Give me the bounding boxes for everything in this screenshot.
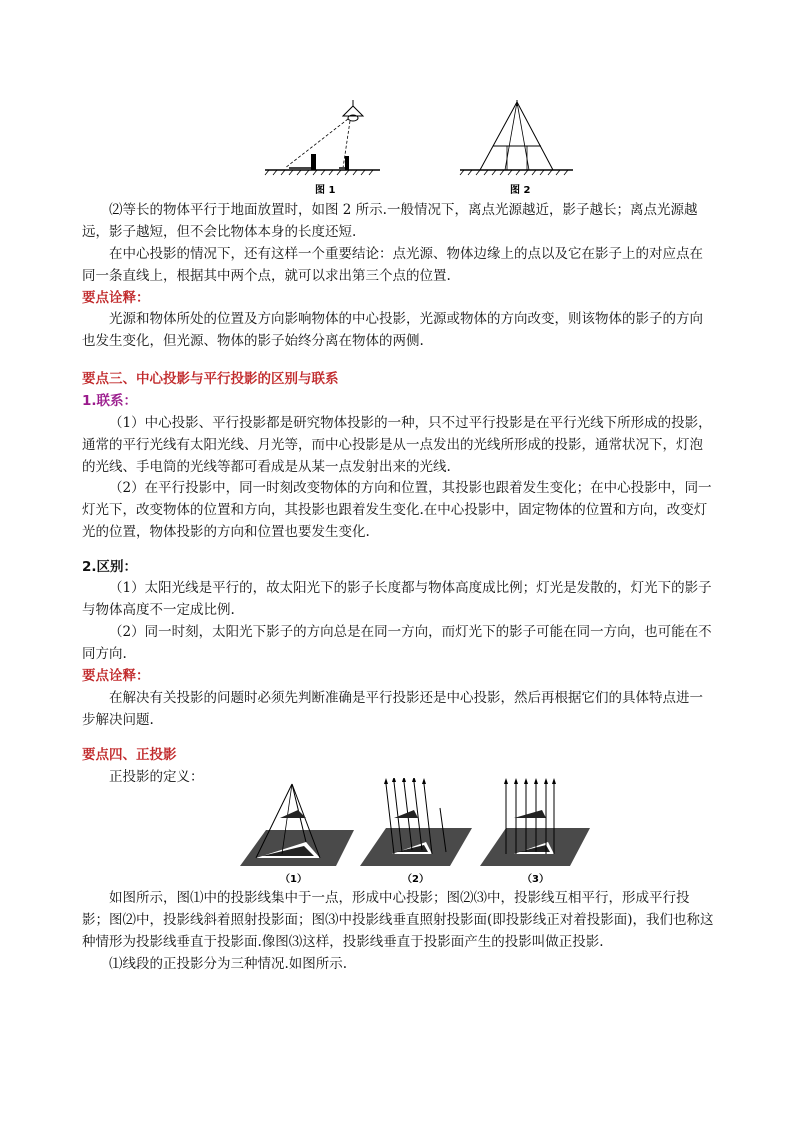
projection-figure <box>236 778 594 886</box>
note-heading-2: 要点诠释： <box>82 668 150 684</box>
paragraph-figure-explanation: 如图所示，图⑴中的投影线集中于一点，形成中心投影；图⑵⑶中，投影线互相平行，形成平行投影；图⑵中，投影线斜着照射投影面；图⑶中投影线垂直照射投影面(即投影线正对着投影面)，我们也称这种情形为投影线垂直于投影面.像图⑶这样，投影线垂直于投影面产生的投影叫做正投影. <box>82 890 714 950</box>
projection-oblique <box>360 778 472 885</box>
projection-orthographic <box>480 778 590 885</box>
projection-caption-3: （3） <box>522 874 549 885</box>
paragraph-connection-2: （2）在平行投影中，同一时刻改变物体的方向和位置，其投影也跟着发生变化；在中心投影中，同一灯光下，改变物体的位置和方向，其投影也跟着发生变化.在中心投影中，固定物体的位置和方向，改变灯光的位置，物体投影的方向和位置也要发生变化. <box>82 480 712 540</box>
subheading-difference: 2.区别： <box>82 559 138 575</box>
section-heading-3: 要点三、中心投影与平行投影的区别与联系 <box>82 371 339 387</box>
paragraph-difference-2: （2）同一时刻，太阳光下影子的方向总是在同一方向，而灯光下的影子可能在同一方向，也可能在不同方向. <box>82 624 712 662</box>
paragraph-note-2: 在解决有关投影的问题时必须先判断准确是平行投影还是中心投影，然后再根据它们的具体特点进一步解决问题. <box>82 690 703 728</box>
paragraph-difference-1: （1）太阳光线是平行的，故太阳光下的影子长度都与物体高度成比例；灯光是发散的，灯光下的影子与物体高度不一定成比例. <box>82 580 712 618</box>
figure-1-caption: 图 1 <box>315 185 336 196</box>
paragraph-note-1: 光源和物体所处的位置及方向影响物体的中心投影，光源或物体的方向改变，则该物体的影子的方向也发生变化，但光源、物体的影子始终分离在物体的两侧. <box>82 311 703 349</box>
paragraph-orthographic-definition: 正投影的定义： <box>109 769 204 785</box>
projection-caption-2: （2） <box>402 874 429 885</box>
projection-central <box>240 784 354 885</box>
subheading-connection: 1.联系： <box>82 393 138 409</box>
figure-1-lamp <box>265 100 380 196</box>
paragraph-shadow-length: ⑵等长的物体平行于地面放置时，如图 2 所示.一般情况下，离点光源越近，影子越长；离点光源越远，影子越短，但不会比物体本身的长度还短. <box>82 202 698 240</box>
paragraph-central-projection-conclusion: 在中心投影的情况下，还有这样一个重要结论：点光源、物体边缘上的点以及它在影子上的对应点在同一条直线上，根据其中两个点，就可以求出第三个点的位置. <box>82 246 703 284</box>
paragraph-segment-projection: ⑴线段的正投影分为三种情况.如图所示. <box>109 956 348 972</box>
projection-caption-1: （1） <box>280 874 307 885</box>
figure-2-triangle <box>460 100 573 196</box>
section-heading-4: 要点四、正投影 <box>82 747 177 763</box>
figure-2-caption: 图 2 <box>510 185 531 196</box>
top-figure <box>255 98 595 200</box>
paragraph-connection-1: （1）中心投影、平行投影都是研究物体投影的一种，只不过平行投影是在平行光线下所形成的投影，通常的平行光线有太阳光线、月光等，而中心投影是从一点发出的光线所形成的投影，通常状况下，灯泡的光线、手电筒的光线等都可看成是从某一点发射出来的光线. <box>82 415 712 475</box>
note-heading-1: 要点诠释： <box>82 290 150 306</box>
